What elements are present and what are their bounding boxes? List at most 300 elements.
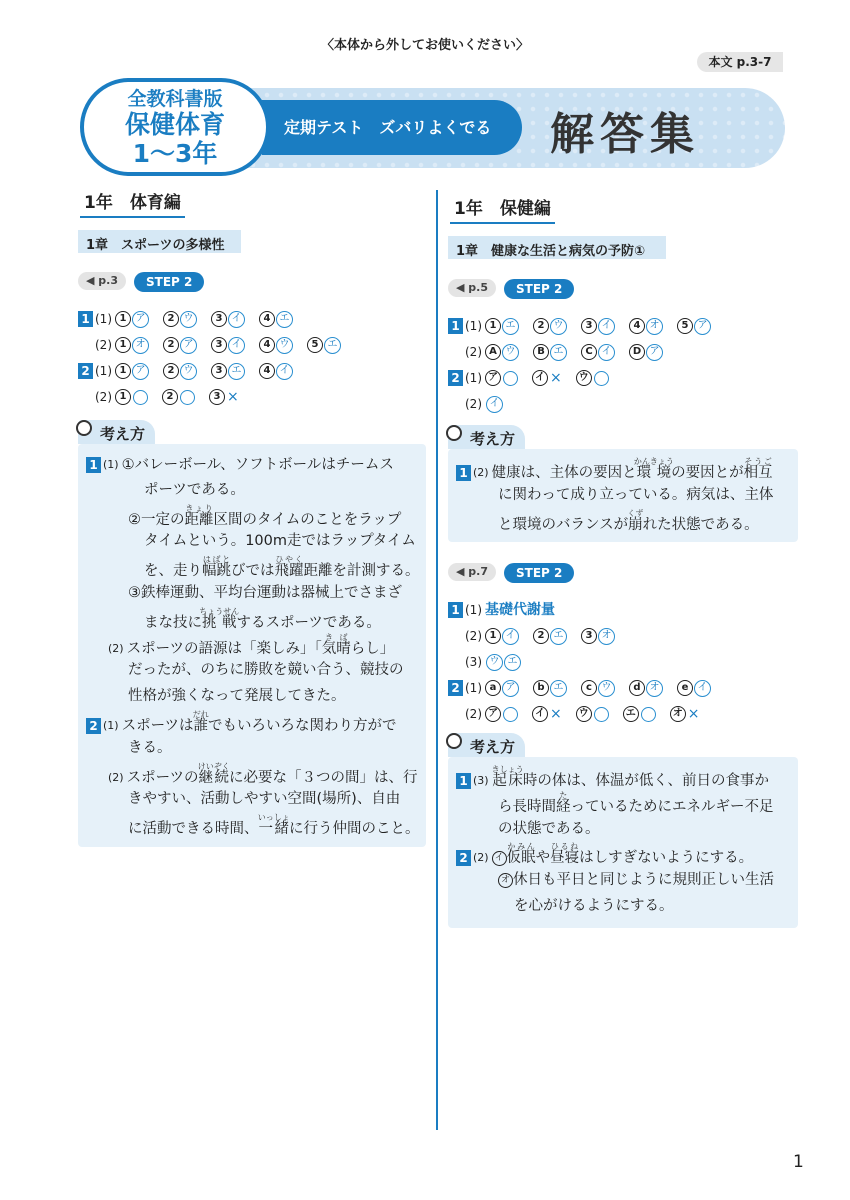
answer-item <box>115 384 148 410</box>
question-number-badge: 2 <box>86 718 101 734</box>
item-marker: 2 <box>163 311 179 327</box>
answer-choice: ア <box>646 344 663 361</box>
ruby-base: 幅跳 <box>202 563 231 580</box>
question-number-badge: 2 <box>448 370 463 386</box>
explanation-line <box>456 868 790 894</box>
question-number-badge: 1 <box>456 465 471 481</box>
explanation-line <box>86 813 418 839</box>
answer-text: 基礎代謝量 <box>485 602 555 618</box>
explanation-line <box>86 555 418 581</box>
correct-mark <box>594 707 609 722</box>
answer-item <box>533 339 567 365</box>
item-marker: A <box>485 344 501 360</box>
answer-row <box>448 623 798 649</box>
answer-choice: イ <box>502 628 519 645</box>
explanation-line <box>86 658 418 684</box>
answer-choice: ウ <box>180 311 197 328</box>
ruby-text: だれ <box>192 709 209 719</box>
answer-choice: ア <box>694 318 711 335</box>
furigana-word <box>506 842 536 867</box>
question-number-badge: 1 <box>78 311 93 327</box>
section-heading: 1年 保健編 <box>450 194 555 224</box>
answer-choice: イ <box>276 363 293 380</box>
furigana-word <box>202 555 231 580</box>
item-marker: 2 <box>533 318 549 334</box>
answer-item <box>670 701 700 727</box>
answer-item <box>629 313 663 339</box>
choice-marker: オ <box>498 873 513 888</box>
text: はしすぎないようにする。 <box>579 850 754 867</box>
explanation-line <box>456 765 790 791</box>
text: だったが、のちに勝敗を競い合う、競技の <box>128 662 404 679</box>
explanation-line <box>86 762 418 788</box>
answer-choice: ア <box>132 363 149 380</box>
answer-item <box>532 701 562 727</box>
magnifier-icon <box>446 425 462 441</box>
wrong-mark: × <box>227 389 239 405</box>
item-marker: エ <box>623 706 639 722</box>
answer-choice: オ <box>646 680 663 697</box>
answer-choice: ウ <box>502 344 519 361</box>
answer-row <box>448 675 798 701</box>
item-marker: 3 <box>581 628 597 644</box>
furigana-word <box>633 457 674 481</box>
chapter-title: 1章 スポーツの多様性 <box>78 230 241 253</box>
text: タイムという。100m走ではラップタイム <box>144 533 416 550</box>
answer-choice: オ <box>132 337 149 354</box>
furigana-word <box>627 508 644 533</box>
column-divider <box>436 190 438 1130</box>
answer-choice: ウ <box>598 680 615 697</box>
sub-question-label: (1) <box>95 364 112 378</box>
badge-line: 保健体育 <box>124 110 225 139</box>
explanation-box <box>448 757 798 928</box>
text: の状態である。 <box>498 820 600 837</box>
furigana-word <box>556 790 571 815</box>
answer-row <box>78 332 428 358</box>
answer-item <box>259 358 293 384</box>
magnifier-icon <box>446 733 462 749</box>
answer-item <box>485 391 503 417</box>
sub-question-label: (2) <box>473 466 489 480</box>
text: の要因とが <box>671 465 744 481</box>
step-label: STEP 2 <box>504 563 574 583</box>
answer-choice: ア <box>502 680 519 697</box>
text: びでは <box>231 563 275 580</box>
ruby-text: いっしょ <box>257 813 290 823</box>
text: スポーツは <box>121 717 194 734</box>
text: きる。 <box>128 739 172 756</box>
answer-row <box>448 701 798 727</box>
ruby-base: 気晴 <box>321 640 351 657</box>
question-number-badge: 2 <box>456 850 471 866</box>
page-ref-pill: ◀ p.7 <box>448 563 496 581</box>
answer-choice: イ <box>228 337 245 354</box>
answer-row <box>78 358 428 384</box>
answer-item <box>115 332 149 358</box>
furigana-word <box>274 555 304 580</box>
explanation-line <box>86 787 418 813</box>
sub-question-label: (1) <box>465 371 482 385</box>
item-marker: C <box>581 344 597 360</box>
wrong-mark: × <box>687 706 700 722</box>
ruby-text: くず <box>627 508 644 518</box>
kangaekata-block <box>448 425 798 542</box>
item-marker: c <box>581 680 597 696</box>
text: と環境のバランスが <box>498 516 629 533</box>
explanation-line <box>456 457 790 483</box>
kangaekata-label <box>448 733 525 757</box>
answer-row <box>448 339 798 365</box>
explanation-line <box>86 478 418 504</box>
item-marker: 3 <box>211 337 227 353</box>
answer-choice: エ <box>550 344 567 361</box>
answer-item <box>485 313 519 339</box>
kangaekata-block <box>448 733 798 928</box>
ruby-text: ちょうせん <box>199 606 240 616</box>
answer-row <box>78 384 428 410</box>
kangaekata-text: 考え方 <box>100 425 146 443</box>
answer-item <box>163 332 197 358</box>
ruby-text: た <box>556 790 571 800</box>
answer-item <box>581 623 615 649</box>
ruby-base: 昼寝 <box>550 850 580 867</box>
answer-item <box>115 358 149 384</box>
answer-choice: エ <box>228 363 245 380</box>
answer-choice: エ <box>504 654 521 671</box>
correct-mark <box>133 390 148 405</box>
sub-question-label: (2) <box>465 629 482 643</box>
kangaekata-text: 考え方 <box>470 738 516 756</box>
sub-question-label: (2) <box>95 338 112 352</box>
answer-choice: イ <box>598 344 615 361</box>
explanation-line <box>456 483 790 509</box>
answer-choice: オ <box>646 318 663 335</box>
explanation-line <box>86 607 418 633</box>
wrong-mark: × <box>550 706 562 722</box>
sub-question-label: (1) <box>465 681 482 695</box>
ruby-base: 継続 <box>197 769 230 786</box>
ruby-base: 距離 <box>184 511 214 528</box>
question-number-badge: 2 <box>448 680 463 696</box>
item-marker: 1 <box>115 337 131 353</box>
furigana-word <box>550 842 580 867</box>
ruby-base: 仮眠 <box>506 850 536 867</box>
page-number: 1 <box>793 1152 804 1172</box>
sub-question-label: (3) <box>465 655 482 669</box>
item-marker: イ <box>532 370 548 386</box>
item-marker: ウ <box>576 370 592 386</box>
item-marker: e <box>677 680 693 696</box>
item-marker: 3 <box>211 311 227 327</box>
text: れた状態である。 <box>642 516 759 533</box>
answer-item <box>485 339 519 365</box>
sub-question-label: (1) <box>95 312 112 326</box>
badge-line: 全教科書版 <box>127 88 223 110</box>
sub-question-label: (3) <box>473 774 489 788</box>
text: を、走り <box>144 563 202 580</box>
text: 区間のタイムのことをラップ <box>213 511 402 528</box>
text: 時の体は、体温が低く、前日の食事か <box>522 773 770 789</box>
item-marker: B <box>533 344 549 360</box>
answer-item <box>211 358 245 384</box>
answer-choice: エ <box>502 318 519 335</box>
answer-item <box>581 339 615 365</box>
answer-choice: オ <box>598 628 615 645</box>
answer-item <box>485 623 519 649</box>
page-reference-tag: 本文 p.3-7 <box>697 52 783 72</box>
furigana-word <box>491 765 524 789</box>
text: 距離を計測する。 <box>303 563 420 580</box>
answer-row <box>448 597 798 623</box>
answer-item <box>115 306 149 332</box>
page-ref-pill: ◀ p.5 <box>448 279 496 297</box>
answer-item <box>485 365 518 391</box>
correct-mark <box>180 390 195 405</box>
answer-item <box>485 701 518 727</box>
step-label: STEP 2 <box>504 279 574 299</box>
furigana-word <box>184 503 214 528</box>
choice-marker: イ <box>492 851 507 866</box>
ruby-base: 誰 <box>192 717 209 734</box>
explanation-box <box>448 449 798 542</box>
answer-item <box>307 332 341 358</box>
text: ポーツである。 <box>144 481 245 498</box>
detach-note: 〈本体から外してお使いください〉 <box>320 38 529 53</box>
item-marker: 1 <box>115 311 131 327</box>
text: スポーツの <box>126 769 199 786</box>
explanation-line <box>86 736 418 762</box>
item-marker: 1 <box>485 628 501 644</box>
question-number-badge: 1 <box>448 602 463 618</box>
answer-item <box>629 675 663 701</box>
page-ref-pill: ◀ p.3 <box>78 272 126 290</box>
answer-item <box>581 313 615 339</box>
sub-question-label: (1) <box>103 719 119 733</box>
furigana-word <box>321 632 351 657</box>
ruby-base: 崩 <box>627 516 644 533</box>
text: まな技に <box>144 614 202 631</box>
explanation-line <box>456 509 790 535</box>
furigana-word <box>192 709 209 734</box>
ruby-base: 起床 <box>491 773 524 789</box>
explanation-line <box>86 452 418 478</box>
sub-question-label: (2) <box>465 397 482 411</box>
sub-question-label: (2) <box>108 641 124 655</box>
answer-choice: イ <box>486 396 503 413</box>
answer-item <box>211 306 245 332</box>
correct-mark <box>503 371 518 386</box>
answer-item <box>677 675 711 701</box>
kangaekata-text: 考え方 <box>470 430 516 448</box>
answer-row <box>448 649 798 675</box>
answer-item <box>259 306 293 332</box>
step-block <box>78 272 428 410</box>
text: ①バレーボール、ソフトボールはチームス <box>121 456 394 473</box>
item-marker: D <box>629 344 645 360</box>
item-marker: 3 <box>581 318 597 334</box>
answer-item <box>532 365 562 391</box>
ruby-base: 飛躍 <box>274 563 304 580</box>
explanation-line <box>86 710 418 736</box>
text: ③鉄棒運動、平均台運動は器械上でさまざ <box>128 584 402 601</box>
answer-choice: エ <box>276 311 293 328</box>
item-marker: ウ <box>576 706 592 722</box>
answer-choice: エ <box>550 680 567 697</box>
chapter-title: 1章 健康な生活と病気の予防① <box>448 236 666 259</box>
item-marker: 2 <box>163 337 179 353</box>
answer-item <box>163 358 197 384</box>
question-number-badge: 2 <box>78 363 93 379</box>
answer-choice: エ <box>550 628 567 645</box>
subtitle-pill: 定期テスト ズバリよくでる <box>262 100 522 155</box>
ruby-base: 経 <box>556 798 571 815</box>
item-marker: イ <box>532 706 548 722</box>
text: っているためにエネルギー不足 <box>570 798 774 815</box>
answer-item <box>629 339 663 365</box>
text: 性格が強くなって発展してきた。 <box>128 688 346 705</box>
step-label: STEP 2 <box>134 272 204 292</box>
item-marker: 3 <box>211 363 227 379</box>
ruby-text: ひやく <box>274 555 304 565</box>
sub-question-label: (1) <box>465 603 482 617</box>
explanation-line <box>86 529 418 555</box>
furigana-word <box>257 813 290 838</box>
answer-item <box>485 675 519 701</box>
question-number-badge: 1 <box>456 773 471 789</box>
text: に活動できる時間、 <box>128 821 259 838</box>
item-marker: 1 <box>115 389 131 405</box>
step-block <box>448 279 798 417</box>
explanation-box <box>78 444 426 847</box>
text: に必要な「３つの間」は、行 <box>229 769 418 786</box>
page-title: 解答集 <box>550 109 700 160</box>
item-marker: b <box>533 680 549 696</box>
ruby-text: そうご <box>743 457 773 466</box>
text: らし」 <box>350 640 395 657</box>
explanation-line <box>86 504 418 530</box>
text: 休日も平日と同じように規則正しい生活 <box>513 872 774 889</box>
answer-item <box>211 332 245 358</box>
ruby-base: 一緒 <box>257 821 290 838</box>
answer-item <box>677 313 711 339</box>
text: するスポーツである。 <box>236 614 381 631</box>
ruby-text: きょり <box>184 503 214 513</box>
answer-row <box>78 306 428 332</box>
text: ②一定の <box>128 511 185 528</box>
explanation-line <box>456 894 790 920</box>
item-marker: オ <box>670 706 686 722</box>
item-marker: ア <box>485 370 501 386</box>
ruby-text: きば <box>321 632 351 642</box>
answer-item <box>485 597 555 623</box>
answer-item <box>581 675 615 701</box>
item-marker: 5 <box>677 318 693 334</box>
furigana-word <box>199 606 240 631</box>
explanation-line <box>86 684 418 710</box>
item-marker: 5 <box>307 337 323 353</box>
answer-choice: イ <box>228 311 245 328</box>
book-badge <box>80 78 270 176</box>
answer-choice: ア <box>180 337 197 354</box>
item-marker: 2 <box>162 389 178 405</box>
answer-choice: ア <box>132 311 149 328</box>
answer-choice: ウ <box>486 654 503 671</box>
text: ら長時間 <box>498 798 556 815</box>
step-block <box>448 563 798 727</box>
furigana-word <box>197 761 230 786</box>
kangaekata-block <box>78 420 426 847</box>
answer-choice: イ <box>694 680 711 697</box>
answer-choice: エ <box>324 337 341 354</box>
answer-choice: ウ <box>180 363 197 380</box>
item-marker: a <box>485 680 501 696</box>
ruby-text: かみん <box>506 842 536 852</box>
sub-question-label: (2) <box>108 770 124 784</box>
explanation-line <box>456 791 790 817</box>
answer-item <box>576 701 609 727</box>
answer-item <box>162 384 195 410</box>
item-marker: 2 <box>533 628 549 644</box>
correct-mark <box>503 707 518 722</box>
ruby-base: 環境 <box>633 465 674 481</box>
sub-question-label: (2) <box>465 345 482 359</box>
text: や <box>535 850 551 867</box>
answer-choice: ウ <box>550 318 567 335</box>
item-marker: 3 <box>209 389 225 405</box>
ruby-base: 挑戦 <box>199 614 240 631</box>
item-marker: 4 <box>259 311 275 327</box>
ruby-text: ひるね <box>550 842 580 852</box>
sub-question-label: (2) <box>465 707 482 721</box>
item-marker: 1 <box>485 318 501 334</box>
answer-item <box>209 384 239 410</box>
answer-choice: ウ <box>276 337 293 354</box>
text: スポーツの語源は「楽しみ」「 <box>126 640 322 657</box>
furigana-word <box>743 457 773 481</box>
explanation-line <box>456 817 790 843</box>
answer-row <box>448 313 798 339</box>
answer-row <box>448 365 798 391</box>
ruby-text: はばと <box>202 555 231 565</box>
text: きやすい、活動しやすい空間(場所)、自由 <box>128 791 401 808</box>
item-marker: 1 <box>115 363 131 379</box>
correct-mark <box>641 707 656 722</box>
wrong-mark: × <box>550 370 562 386</box>
answer-item <box>533 675 567 701</box>
answer-row <box>448 391 798 417</box>
explanation-line <box>456 842 790 868</box>
answer-item <box>485 649 521 675</box>
sub-question-label: (1) <box>103 458 119 471</box>
kangaekata-label <box>78 420 155 444</box>
section-heading: 1年 体育編 <box>80 188 185 218</box>
answer-item <box>623 701 656 727</box>
answer-item <box>533 623 567 649</box>
item-marker: 4 <box>259 363 275 379</box>
text: でもいろいろな関わり方がで <box>208 717 397 734</box>
answer-item <box>576 365 609 391</box>
item-marker: 4 <box>259 337 275 353</box>
text: に行う仲間のこと。 <box>289 821 420 838</box>
kangaekata-label <box>448 425 525 449</box>
item-marker: d <box>629 680 645 696</box>
correct-mark <box>594 371 609 386</box>
sub-question-label: (2) <box>473 851 489 865</box>
sub-question-label: (2) <box>95 390 112 404</box>
text: 健康は、主体の要因と <box>491 465 637 481</box>
explanation-line <box>86 581 418 607</box>
